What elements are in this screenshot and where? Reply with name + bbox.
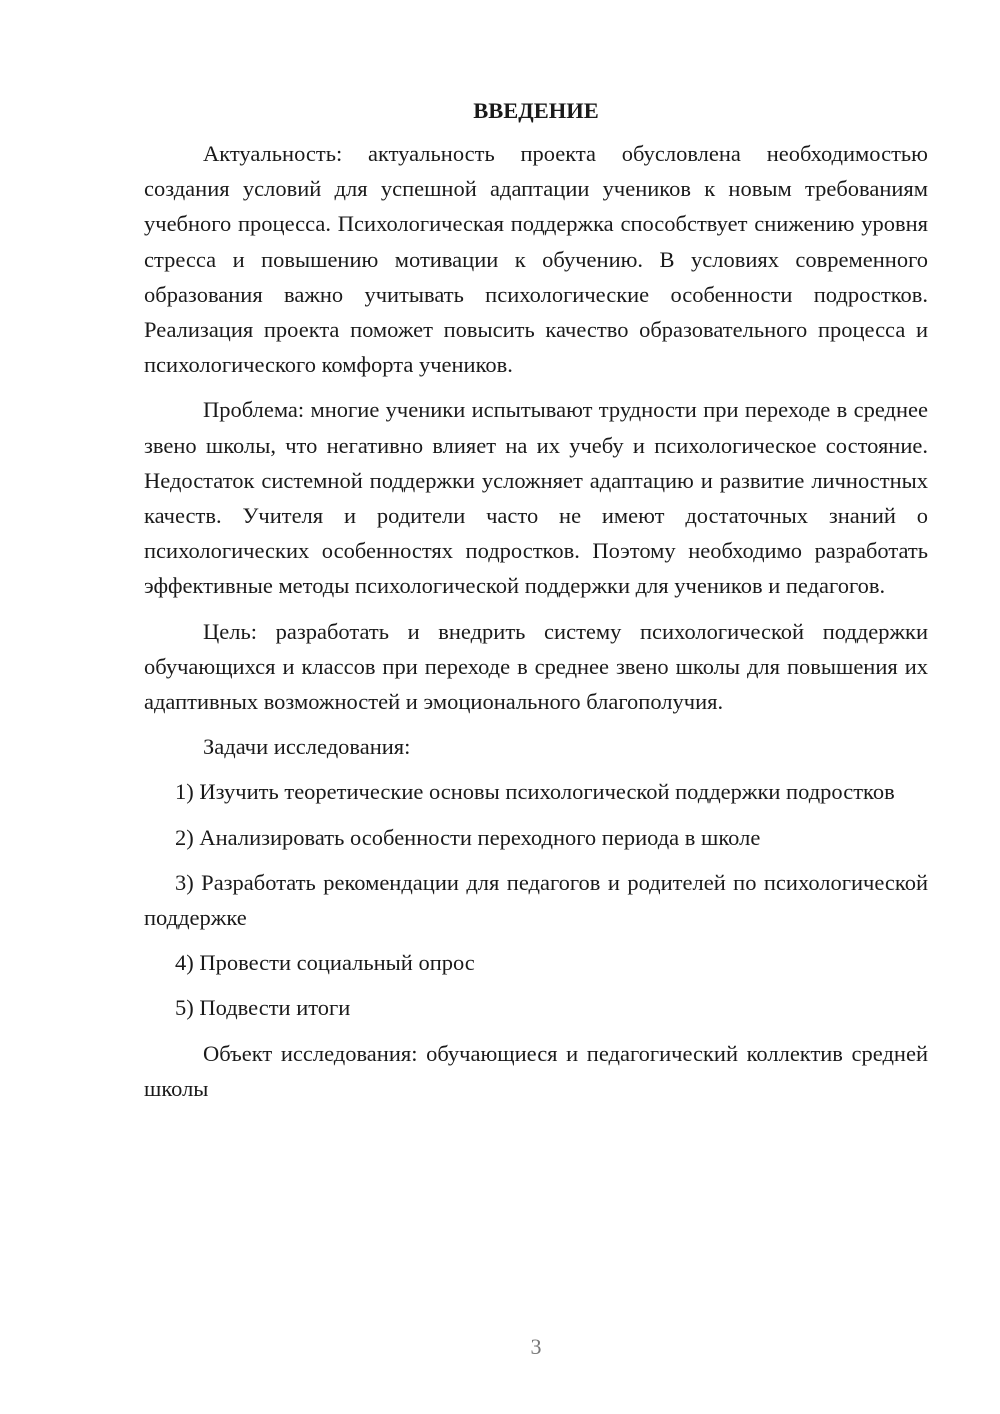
- tasks-heading: Задачи исследования:: [203, 734, 411, 760]
- task-item: 3) Разработать рекомендации для педагогов и родителей по психологической поддержке: [144, 869, 928, 931]
- task-item: 1) Изучить теоретические основы психологической поддержки подростков: [175, 779, 895, 805]
- paragraph-object: Объект исследования: обучающиеся и педагогический коллектив средней школы: [144, 1040, 928, 1101]
- page-content: [144, 96, 928, 1116]
- paragraph-problem: Проблема: многие ученики испытывают трудности при переходе в среднее звено школы, что негативно влияет на их учебу и психологическое состояние. Недостаток системной поддержки усложняет адаптацию и развитие личностных качеств. Учителя и родители часто не имеют достаточных знаний о психологических особенностях подростков. Поэтому необходимо разработать эффективные методы психологической поддержки для учеников и педагогов.: [144, 397, 928, 599]
- task-item: 4) Провести социальный опрос: [175, 950, 475, 976]
- task-list: [144, 774, 928, 1025]
- section-title: ВВЕДЕНИЕ: [473, 98, 599, 123]
- task-item: 2) Анализировать особенности переходного периода в школе: [175, 824, 761, 850]
- paragraph-relevance: Актуальность: актуальность проекта обусловлена необходимостью создания условий для успешной адаптации учеников к новым требованиям учебного процесса. Психологическая поддержка способствует снижению уровня стресса и повышению мотивации к обучению. В условиях современного образования важно учитывать психологические особенности подростков. Реализация проекта поможет повысить качество образовательного процесса и психологического комфорта учеников.: [144, 141, 928, 378]
- paragraph-goal: Цель: разработать и внедрить систему психологической поддержки обучающихся и классов при переходе в среднее звено школы для повышения их адаптивных возможностей и эмоционального благополучия.: [144, 618, 928, 715]
- page-number: 3: [530, 1334, 542, 1359]
- task-item: 5) Подвести итоги: [175, 995, 351, 1021]
